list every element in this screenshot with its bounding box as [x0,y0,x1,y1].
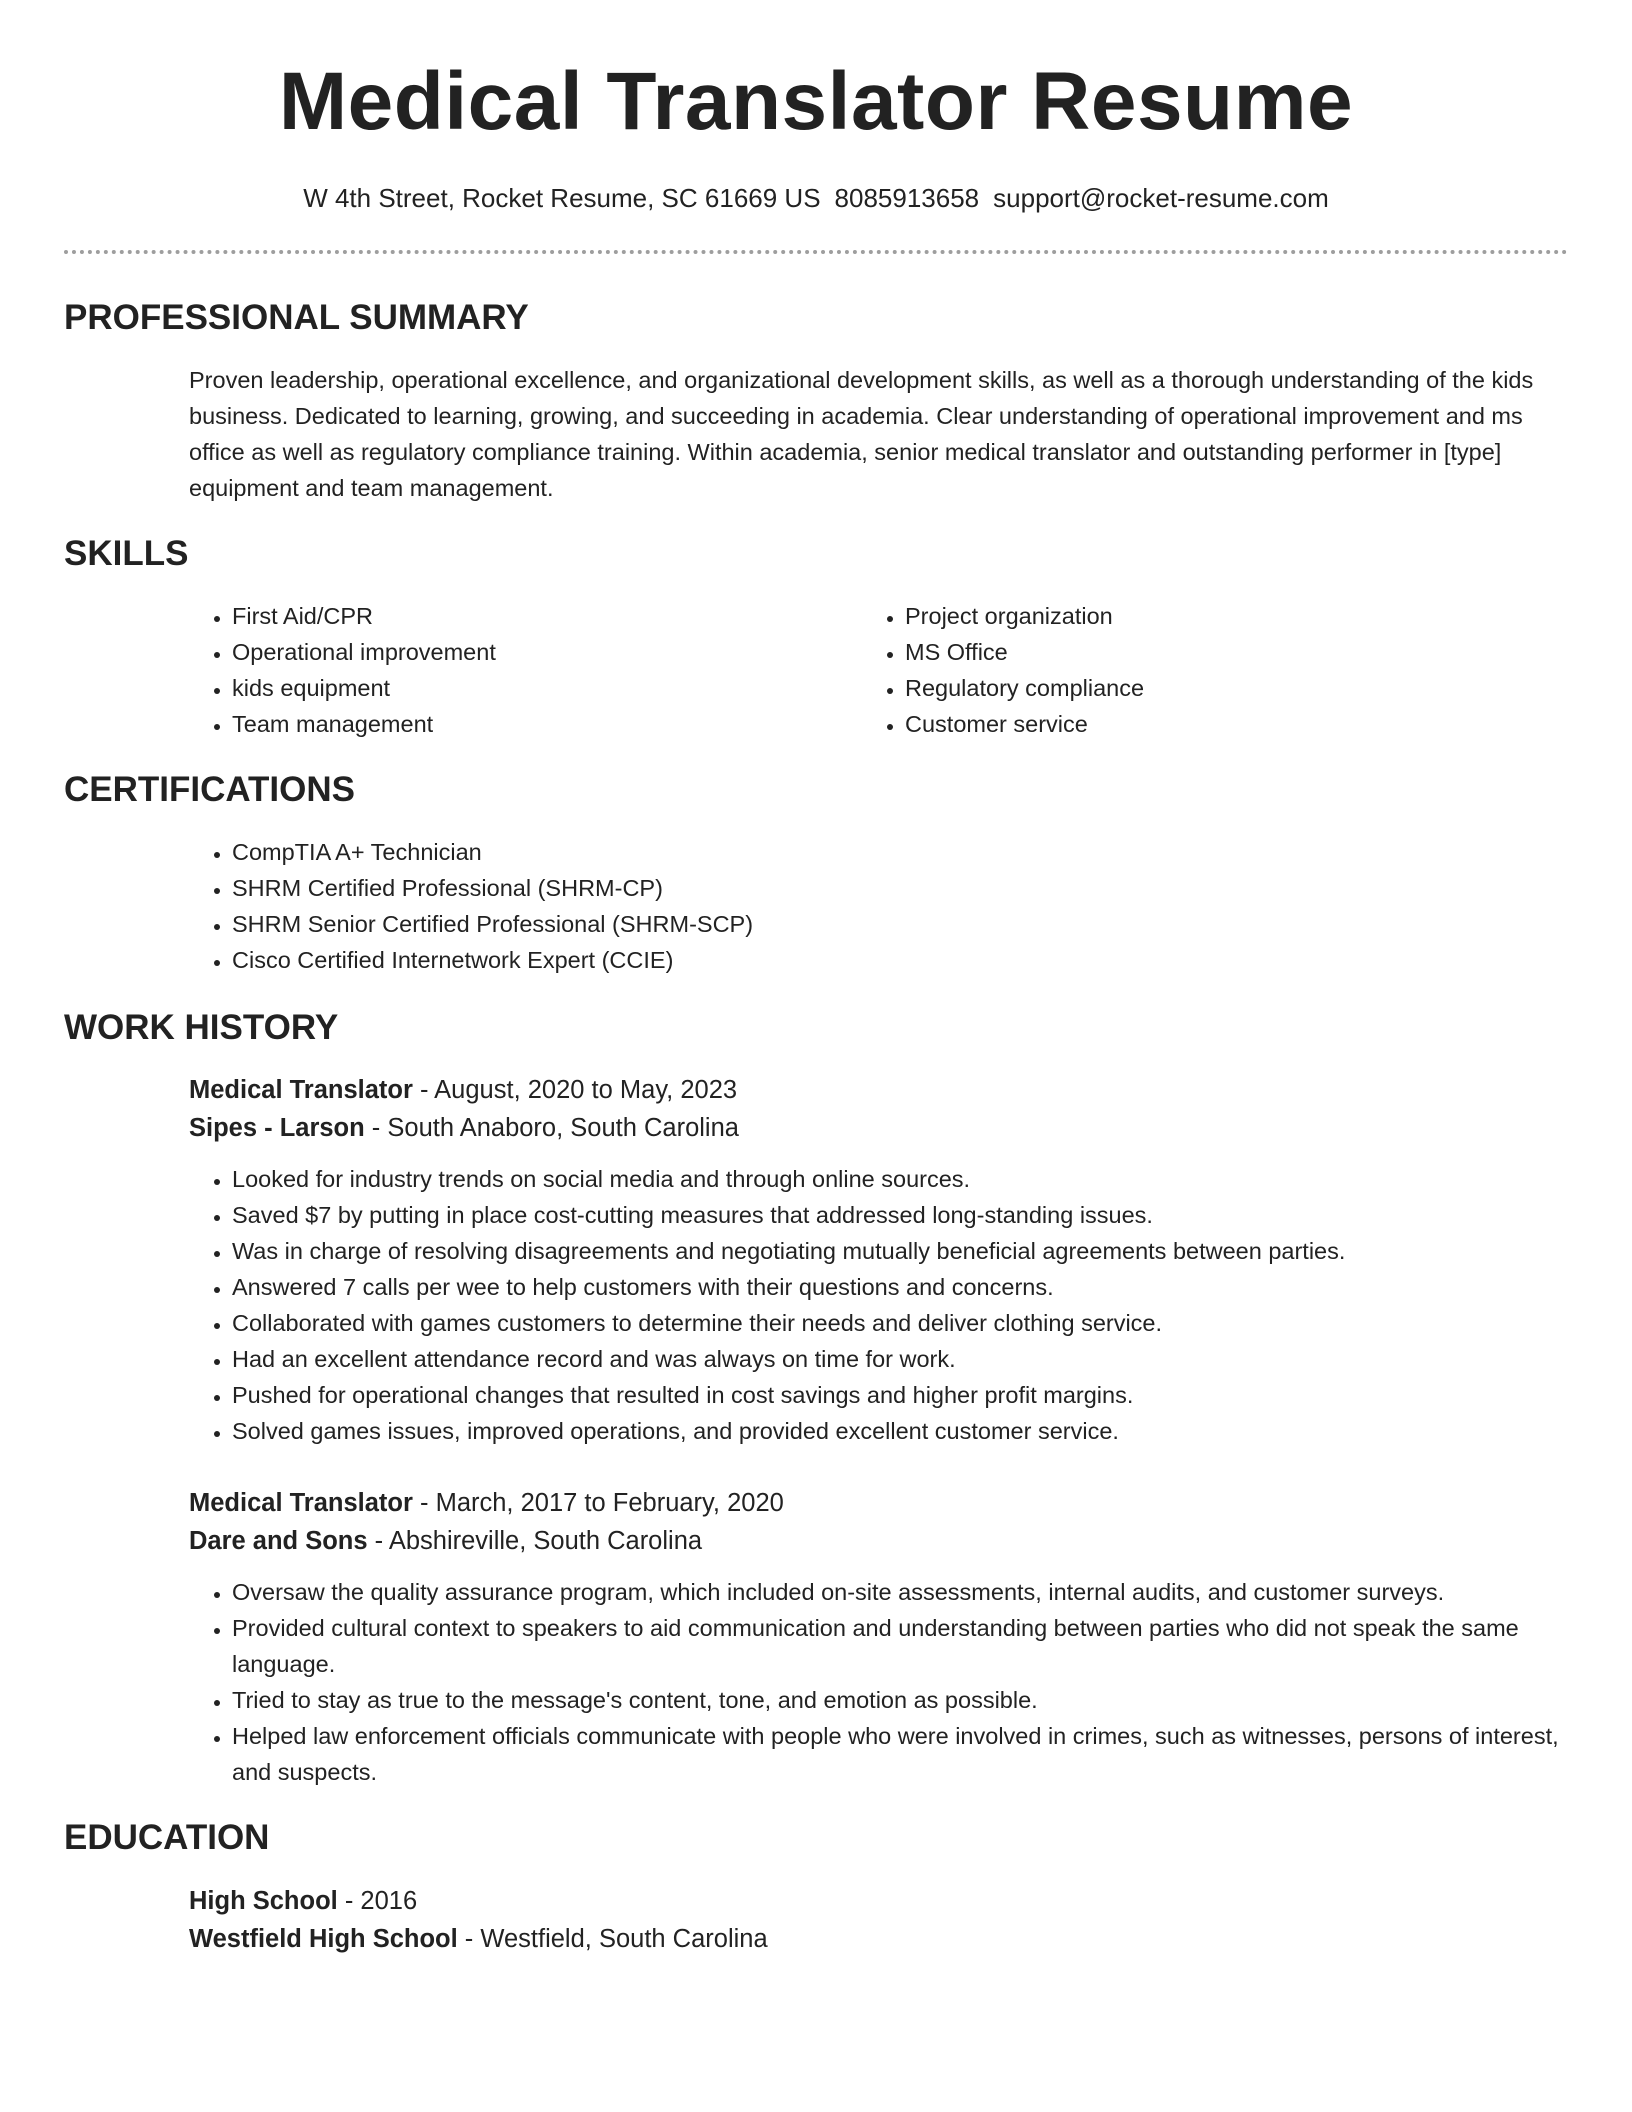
summary-heading: PROFESSIONAL SUMMARY [64,298,529,337]
job-bullet: • Helped law enforcement officials communicate with people who were involved in crimes, such as witnesses, persons of interest, and suspects. [232,1718,1567,1790]
contact-address: W 4th Street, Rocket Resume, SC 61669 US [303,183,821,213]
job-employer-line [189,1109,1567,1147]
job-title-line [189,1071,1567,1109]
contact-info [0,180,1632,216]
job-employer-line [189,1522,1567,1560]
job-bullet: • Looked for industry trends on social media and through online sources. [232,1161,1567,1197]
skill-item: • First Aid/CPR [232,598,809,634]
header-divider [64,250,1568,254]
job-location: - South Anaboro, South Carolina [364,1114,739,1142]
job-bullet: • Solved games issues, improved operations, and provided excellent customer service. [232,1413,1567,1449]
education-entry [189,1882,1567,1958]
certifications-section [189,834,1567,978]
job-title-line [189,1484,1567,1522]
skills-heading: SKILLS [64,534,189,573]
resume-title: Medical Translator Resume [278,56,1354,147]
certification-item: • SHRM Certified Professional (SHRM-CP) [232,870,1567,906]
job-entry [189,1071,1567,1449]
education-school: Westfield High School [189,1925,458,1953]
skill-item: • Team management [232,706,809,742]
job-employer: Dare and Sons [189,1527,368,1555]
contact-email: support@rocket-resume.com [993,183,1329,213]
skill-item: • Regulatory compliance [905,670,1482,706]
job-bullet: • Provided cultural context to speakers to aid communication and understanding between parties who did not speak the same language. [232,1610,1567,1682]
summary-text: Proven leadership, operational excellence, and organizational development skills, as well as a thorough understanding of the kids business. Dedicated to learning, growing, and succeeding in academia. Clear understanding of operational improvement and ms office as well as regulatory compliance training. Within academia, senior medical translator and outstanding performer in [type] equipment and team management. [189,367,1534,501]
contact-phone: 8085913658 [834,183,980,213]
job-title: Medical Translator [189,1489,413,1517]
job-bullet: • Collaborated with games customers to determine their needs and deliver clothing service. [232,1305,1567,1341]
skill-item: • MS Office [905,634,1482,670]
certification-item: • CompTIA A+ Technician [232,834,1567,870]
education-degree-line [189,1882,1567,1920]
job-bullet: • Tried to stay as true to the message's content, tone, and emotion as possible. [232,1682,1567,1718]
job-location: - Abshireville, South Carolina [367,1527,703,1555]
skill-item: • kids equipment [232,670,809,706]
skills-right-column [862,598,1482,742]
job-bullet: • Saved $7 by putting in place cost-cutting measures that addressed long-standing issues. [232,1197,1567,1233]
skill-item: • Project organization [905,598,1482,634]
education-year: - 2016 [337,1887,418,1915]
summary-section [189,362,1567,506]
education-school-line [189,1920,1567,1958]
job-bullet: • Had an excellent attendance record and was always on time for work. [232,1341,1567,1377]
education-degree: High School [189,1887,338,1915]
job-bullet: • Answered 7 calls per wee to help customers with their questions and concerns. [232,1269,1567,1305]
work-history-heading: WORK HISTORY [64,1008,339,1047]
education-heading: EDUCATION [64,1818,270,1857]
education-location: - Westfield, South Carolina [457,1925,768,1953]
skill-item: • Operational improvement [232,634,809,670]
job-bullet: • Pushed for operational changes that resulted in cost savings and higher profit margins. [232,1377,1567,1413]
job-dates: - August, 2020 to May, 2023 [412,1076,738,1104]
certification-item: • SHRM Senior Certified Professional (SHRM-SCP) [232,906,1567,942]
certification-item: • Cisco Certified Internetwork Expert (CCIE) [232,942,1567,978]
skills-left-column [189,598,809,742]
job-bullet: • Oversaw the quality assurance program, which included on-site assessments, internal audits, and customer surveys. [232,1574,1567,1610]
certifications-heading: CERTIFICATIONS [64,770,356,809]
job-entry [189,1484,1567,1790]
job-title: Medical Translator [189,1076,413,1104]
job-dates: - March, 2017 to February, 2020 [412,1489,784,1517]
job-bullet: • Was in charge of resolving disagreements and negotiating mutually beneficial agreements between parties. [232,1233,1567,1269]
job-employer: Sipes - Larson [189,1114,365,1142]
skill-item: • Customer service [905,706,1482,742]
